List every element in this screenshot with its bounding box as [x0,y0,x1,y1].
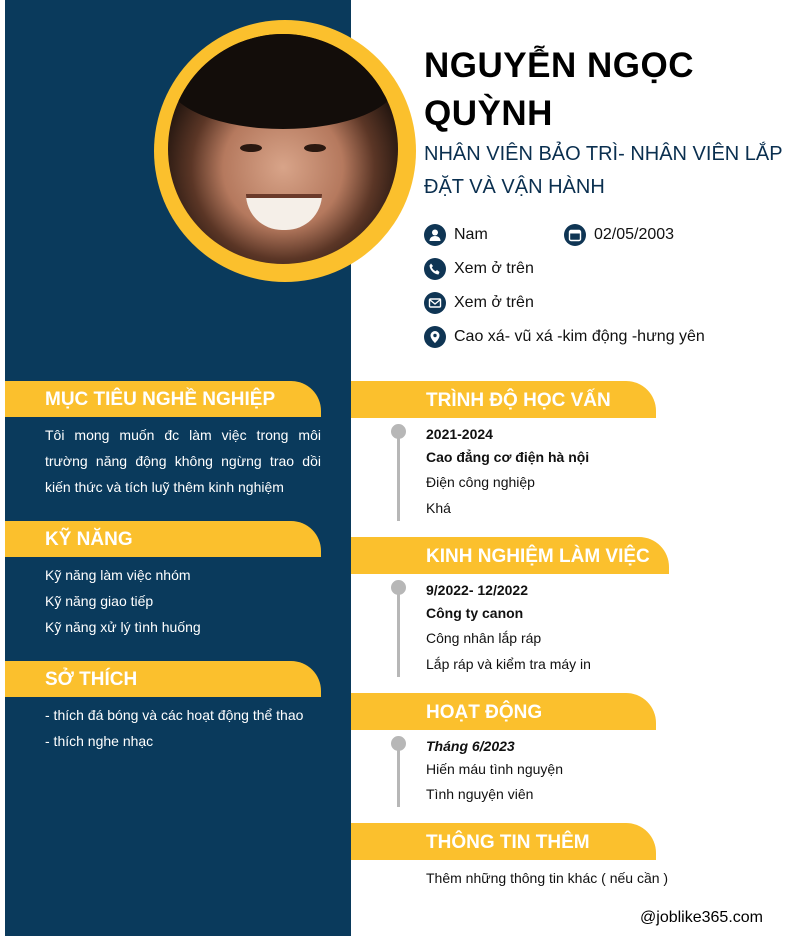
experience-description: Lắp ráp và kiểm tra máy in [426,656,591,672]
education-entry [426,423,766,521]
skill-item: Kỹ năng xử lý tình huống [45,619,201,635]
email-row [424,292,534,314]
education-major: Điện công nghiệp [426,474,535,490]
phone-value: Xem ở trên [454,260,534,277]
calendar-icon [564,224,586,246]
timeline-line [397,742,400,807]
email-icon [424,292,446,314]
timeline-line [397,586,400,677]
hobbies-list [45,702,335,754]
gender-row [424,224,488,246]
experience-role: Công nhân lắp ráp [426,630,542,646]
candidate-name: NGUYỄN NGỌC QUỲNH [424,46,694,133]
timeline-line [397,430,400,521]
extra-info-text: Thêm những thông tin khác ( nếu cần ) [426,870,669,886]
activity-item: Tình nguyện viên [426,786,534,802]
birthdate-value: 02/05/2003 [594,226,675,243]
hobby-item: - thích đá bóng và các hoạt động thể thao [45,707,304,723]
photo-eye-right [304,144,326,152]
objective-text: Tôi mong muốn đc làm việc trong môi trường năng động không ngừng trao dồi kiến thức và tích luỹ thêm kinh nghiệm [45,427,321,495]
photo-smile [246,194,322,230]
hobby-item: - thích nghe nhạc [45,733,154,749]
education-date: 2021-2024 [426,426,493,442]
profile-photo [168,34,398,264]
skills-heading: KỸ NĂNG [5,521,321,557]
experience-heading: KINH NGHIỆM LÀM VIỆC [351,537,669,574]
phone-row [424,258,534,280]
birthdate-row [564,224,674,246]
address-value: Cao xá- vũ xá -kim động -hưng yên [454,328,705,345]
hobbies-heading: SỞ THÍCH [5,661,321,697]
brand-watermark: @joblike365.com [640,909,763,926]
phone-icon [424,258,446,280]
experience-entry [426,579,766,677]
activities-entry [426,735,766,807]
experience-date: 9/2022- 12/2022 [426,582,528,598]
activity-item: Hiến máu tình nguyện [426,761,563,777]
skill-item: Kỹ năng làm việc nhóm [45,567,191,583]
photo-eye-left [240,144,262,152]
extra-info-heading: THÔNG TIN THÊM [351,823,656,860]
address-row [424,326,705,348]
skill-item: Kỹ năng giao tiếp [45,593,154,609]
photo-hair [168,34,398,129]
experience-company: Công ty canon [426,605,524,621]
user-icon [424,224,446,246]
email-value: Xem ở trên [454,294,534,311]
education-grade: Khá [426,500,451,516]
education-school: Cao đẳng cơ điện hà nội [426,449,590,465]
activities-heading: HOẠT ĐỘNG [351,693,656,730]
gender-value: Nam [454,226,488,243]
skills-list [45,562,321,640]
job-title: NHÂN VIÊN BẢO TRÌ- NHÂN VIÊN LẮP ĐẶT VÀ VẬN HÀNH [424,143,783,198]
activities-date: Tháng 6/2023 [426,738,515,754]
objective-heading: MỤC TIÊU NGHỀ NGHIỆP [5,381,321,417]
location-pin-icon [424,326,446,348]
education-heading: TRÌNH ĐỘ HỌC VẤN [351,381,656,418]
